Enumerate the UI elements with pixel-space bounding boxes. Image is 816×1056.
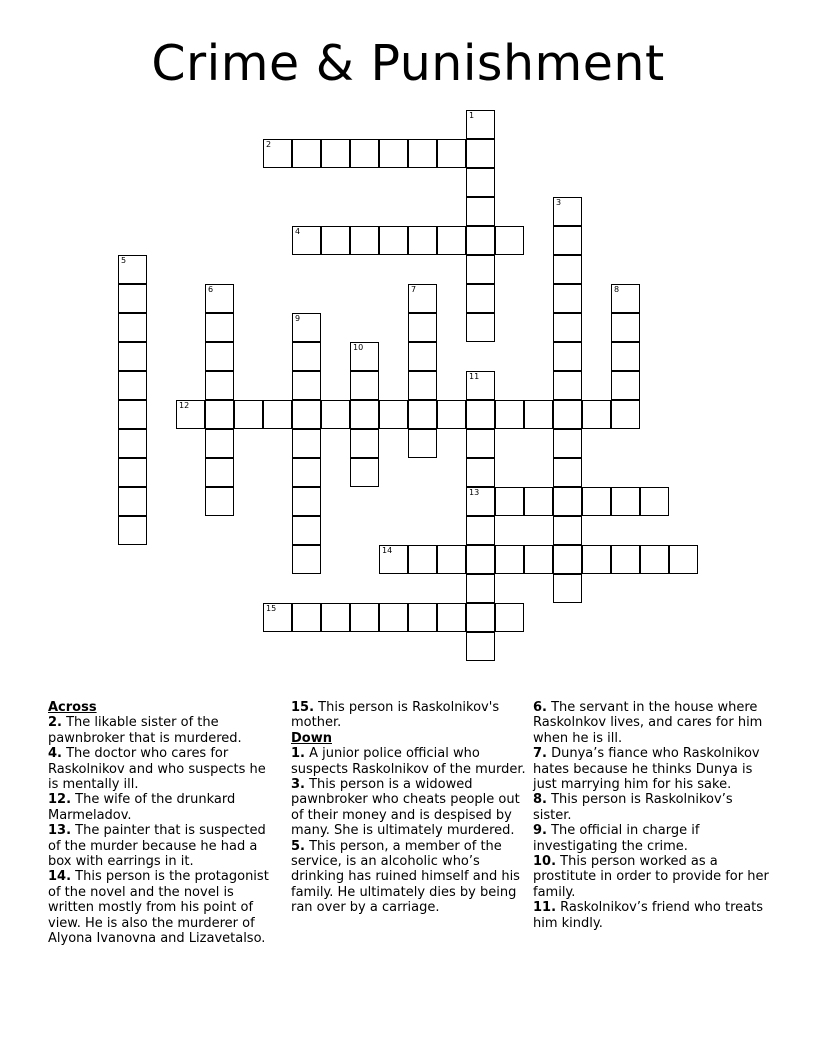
clue-number: 5. (291, 838, 305, 854)
grid-cell[interactable] (408, 342, 437, 371)
grid-cell[interactable] (553, 429, 582, 458)
clue-item (291, 777, 529, 839)
grid-cell[interactable] (553, 313, 582, 342)
grid-cell[interactable] (292, 429, 321, 458)
grid-cell[interactable] (118, 429, 147, 458)
clue-number: 1 (469, 111, 475, 120)
clue-number: 2. (48, 715, 62, 731)
grid-cell[interactable] (292, 342, 321, 371)
grid-cell[interactable] (379, 545, 408, 574)
grid-cell[interactable] (495, 545, 524, 574)
grid-cell[interactable] (611, 400, 640, 429)
clue-number: 13 (469, 488, 480, 497)
grid-cell[interactable] (553, 284, 582, 313)
grid-cell[interactable] (466, 168, 495, 197)
grid-cell[interactable] (553, 371, 582, 400)
clue-number: 10 (353, 343, 364, 352)
clue-text: The wife of the drunkard Marmeladov. (48, 792, 236, 823)
grid-cell[interactable] (466, 458, 495, 487)
grid-cell[interactable] (118, 487, 147, 516)
clue-number: 8. (533, 792, 547, 808)
clue-number: 6. (533, 700, 547, 715)
clue-number: 2 (266, 140, 272, 149)
clue-column-left (48, 700, 280, 947)
clue-item (533, 823, 773, 854)
clue-number: 3. (291, 777, 305, 793)
grid-cell[interactable] (437, 226, 466, 255)
grid-cell[interactable] (321, 400, 350, 429)
clue-text: The painter that is suspected of the murder because he had a box with earrings in it. (48, 823, 266, 870)
grid-cell[interactable] (582, 487, 611, 516)
grid-cell[interactable] (292, 313, 321, 342)
clue-number: 4. (48, 746, 62, 762)
grid-cell[interactable] (350, 342, 379, 371)
clue-item (533, 900, 773, 931)
grid-cell[interactable] (205, 400, 234, 429)
grid-cell[interactable] (466, 545, 495, 574)
grid-cell[interactable] (553, 226, 582, 255)
grid-cell[interactable] (350, 603, 379, 632)
clue-number: 11. (533, 900, 557, 916)
clue-number: 10. (533, 854, 557, 870)
grid-cell[interactable] (408, 400, 437, 429)
grid-cell[interactable] (118, 342, 147, 371)
grid-cell[interactable] (408, 313, 437, 342)
grid-cell[interactable] (350, 139, 379, 168)
grid-cell[interactable] (350, 429, 379, 458)
clue-column-right (533, 700, 773, 931)
grid-cell[interactable] (466, 284, 495, 313)
grid-cell[interactable] (408, 284, 437, 313)
clue-column-middle (291, 700, 529, 916)
grid-cell[interactable] (118, 284, 147, 313)
clue-number: 3 (556, 198, 562, 207)
grid-cell[interactable] (495, 400, 524, 429)
grid-cell[interactable] (408, 139, 437, 168)
clue-number: 4 (295, 227, 301, 236)
grid-cell[interactable] (350, 371, 379, 400)
grid-cell[interactable] (466, 574, 495, 603)
clue-number: 1. (291, 746, 305, 762)
grid-cell[interactable] (205, 284, 234, 313)
clue-number: 15. (291, 700, 315, 715)
clue-item (291, 746, 529, 777)
clue-text: This person is a widowed pawnbroker who cheats people out of their money and is despised by many. She is ultimately murdered. (291, 777, 520, 839)
grid-cell[interactable] (350, 226, 379, 255)
clue-number: 6 (208, 285, 214, 294)
grid-cell[interactable] (118, 400, 147, 429)
grid-cell[interactable] (118, 371, 147, 400)
grid-cell[interactable] (292, 371, 321, 400)
grid-cell[interactable] (582, 545, 611, 574)
grid-cell[interactable] (379, 226, 408, 255)
clue-item (48, 746, 280, 792)
grid-cell[interactable] (292, 139, 321, 168)
clue-text: The official in charge if investigating the crime. (533, 823, 700, 854)
clue-text: Raskolnikov’s friend who treats him kindly. (533, 900, 763, 931)
grid-cell[interactable] (263, 139, 292, 168)
grid-cell[interactable] (640, 545, 669, 574)
puzzle-title: Crime & Punishment (151, 35, 665, 92)
grid-cell[interactable] (437, 545, 466, 574)
grid-cell[interactable] (640, 487, 669, 516)
grid-cell[interactable] (379, 603, 408, 632)
grid-cell[interactable] (205, 313, 234, 342)
grid-cell[interactable] (263, 400, 292, 429)
grid-cell[interactable] (582, 400, 611, 429)
grid-cell[interactable] (553, 487, 582, 516)
grid-cell[interactable] (669, 545, 698, 574)
grid-cell[interactable] (292, 545, 321, 574)
grid-cell[interactable] (292, 400, 321, 429)
section-header: Down (291, 730, 332, 746)
grid-cell[interactable] (408, 545, 437, 574)
grid-cell[interactable] (466, 255, 495, 284)
grid-cell[interactable] (292, 226, 321, 255)
clue-number: 12 (179, 401, 190, 410)
grid-cell[interactable] (553, 574, 582, 603)
clue-item (533, 700, 773, 746)
grid-cell[interactable] (466, 632, 495, 661)
grid-cell[interactable] (408, 603, 437, 632)
clue-text: This person is Raskolnikov's mother. (291, 700, 500, 731)
clue-item (48, 715, 280, 746)
grid-cell[interactable] (118, 313, 147, 342)
grid-cell[interactable] (495, 487, 524, 516)
grid-cell[interactable] (466, 603, 495, 632)
grid-cell[interactable] (321, 139, 350, 168)
grid-cell[interactable] (118, 458, 147, 487)
clue-number: 14 (382, 546, 393, 555)
grid-cell[interactable] (437, 139, 466, 168)
grid-cell[interactable] (611, 545, 640, 574)
clue-text: This person, a member of the service, is an alcoholic who’s drinking has ruined himself and his family. He ultimately dies by being ran over by a carriage. (291, 838, 520, 916)
clue-item (48, 792, 280, 823)
grid-cell[interactable] (437, 400, 466, 429)
grid-cell[interactable] (553, 400, 582, 429)
grid-cell[interactable] (379, 139, 408, 168)
clue-item (291, 839, 529, 916)
grid-cell[interactable] (292, 516, 321, 545)
grid-cell[interactable] (524, 545, 553, 574)
grid-cell[interactable] (611, 313, 640, 342)
grid-cell[interactable] (553, 197, 582, 226)
grid-cell[interactable] (205, 342, 234, 371)
clue-number: 9. (533, 823, 547, 839)
grid-cell[interactable] (553, 458, 582, 487)
grid-cell[interactable] (466, 371, 495, 400)
clue-number: 7 (411, 285, 417, 294)
grid-cell[interactable] (611, 342, 640, 371)
grid-cell[interactable] (408, 226, 437, 255)
grid-cell[interactable] (408, 429, 437, 458)
grid-cell[interactable] (466, 313, 495, 342)
grid-cell[interactable] (176, 400, 205, 429)
grid-cell[interactable] (379, 400, 408, 429)
clue-item (48, 823, 280, 869)
grid-cell[interactable] (350, 458, 379, 487)
grid-cell[interactable] (611, 487, 640, 516)
grid-cell[interactable] (292, 487, 321, 516)
clue-text: The doctor who cares for Raskolnikov and who suspects he is mentally ill. (48, 746, 266, 793)
clue-item (533, 746, 773, 792)
grid-cell[interactable] (611, 284, 640, 313)
grid-cell[interactable] (466, 400, 495, 429)
grid-cell[interactable] (205, 429, 234, 458)
grid-cell[interactable] (118, 255, 147, 284)
grid-cell[interactable] (321, 226, 350, 255)
clue-number: 5 (121, 256, 127, 265)
grid-cell[interactable] (553, 545, 582, 574)
grid-cell[interactable] (466, 516, 495, 545)
clue-number: 12. (48, 792, 72, 808)
grid-cell[interactable] (263, 603, 292, 632)
clue-number: 13. (48, 823, 72, 839)
grid-cell[interactable] (234, 400, 263, 429)
clue-item (48, 869, 280, 946)
grid-cell[interactable] (350, 400, 379, 429)
clue-item (533, 792, 773, 823)
grid-cell[interactable] (553, 255, 582, 284)
clue-text: The likable sister of the pawnbroker that is murdered. (48, 715, 242, 746)
grid-cell[interactable] (205, 458, 234, 487)
grid-cell[interactable] (524, 487, 553, 516)
clue-text: This person worked as a prostitute in order to provide for her family. (533, 854, 769, 900)
clue-number: 8 (614, 285, 620, 294)
grid-cell[interactable] (466, 139, 495, 168)
grid-cell[interactable] (495, 603, 524, 632)
grid-cell[interactable] (205, 371, 234, 400)
clue-text: Dunya’s fiance who Raskolnikov hates because he thinks Dunya is just marrying him for his sake. (533, 746, 760, 793)
grid-cell[interactable] (292, 458, 321, 487)
grid-cell[interactable] (611, 371, 640, 400)
grid-cell[interactable] (205, 487, 234, 516)
clue-text: This person is the protagonist of the novel and the novel is written mostly from his point of view. He is also the murderer of Alyona Ivanovna and Lizavetalso. (48, 869, 269, 947)
grid-cell[interactable] (437, 603, 466, 632)
clue-text: The servant in the house where Raskolnkov lives, and cares for him when he is ill. (533, 700, 763, 746)
clue-text: This person is Raskolnikov’s sister. (533, 792, 733, 823)
grid-cell[interactable] (321, 603, 350, 632)
clue-item (291, 700, 529, 731)
grid-cell[interactable] (495, 226, 524, 255)
grid-cell[interactable] (466, 487, 495, 516)
clue-item (533, 854, 773, 900)
grid-cell[interactable] (292, 603, 321, 632)
section-header: Across (48, 700, 97, 715)
grid-cell[interactable] (466, 429, 495, 458)
grid-cell[interactable] (466, 197, 495, 226)
clue-number: 15 (266, 604, 277, 613)
grid-cell[interactable] (408, 371, 437, 400)
grid-cell[interactable] (466, 110, 495, 139)
clue-number: 11 (469, 372, 480, 381)
clue-text: A junior police official who suspects Raskolnikov of the murder. (291, 746, 526, 777)
clue-number: 9 (295, 314, 301, 323)
grid-cell[interactable] (118, 516, 147, 545)
clue-number: 14. (48, 869, 72, 885)
clue-number: 7. (533, 746, 547, 762)
grid-cell[interactable] (553, 342, 582, 371)
grid-cell[interactable] (553, 516, 582, 545)
grid-cell[interactable] (466, 226, 495, 255)
grid-cell[interactable] (524, 400, 553, 429)
